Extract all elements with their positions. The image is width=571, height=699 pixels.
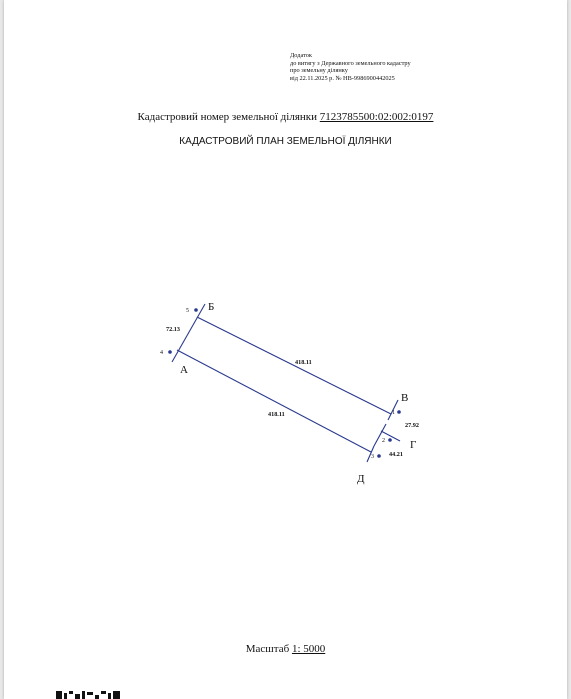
- length-left: 72.13: [166, 326, 180, 333]
- appendix-line: від 22.11.2025 р. № НВ-9986900442025: [290, 74, 395, 82]
- appendix-line: до витягу з Державного земельного кадастру: [290, 59, 411, 67]
- cadastral-number: 7123785500:02:002:0197: [319, 111, 434, 123]
- length-top: 418.11: [295, 359, 312, 366]
- cadastral-label: Кадастровий номер земельної ділянки: [137, 111, 318, 123]
- point-label-a: А: [180, 364, 188, 376]
- vertex-marker-1: [397, 410, 401, 414]
- scale-value: 1: 5000: [291, 643, 326, 655]
- vertex-number-4: 4: [160, 350, 163, 356]
- scale-label: Масштаб: [245, 643, 290, 655]
- vertex-marker-4: [168, 350, 172, 354]
- vertex-marker-5: [194, 308, 198, 312]
- point-label-v: В: [401, 392, 409, 404]
- boundary-top: [197, 317, 391, 414]
- vertex-number-1: 1: [392, 410, 395, 416]
- point-label-d: Д: [357, 473, 365, 485]
- vertex-marker-2: [388, 438, 392, 442]
- length-right-upper: 27.92: [405, 422, 419, 429]
- length-bottom: 418.11: [268, 411, 285, 418]
- vertex-number-3: 3: [371, 454, 374, 460]
- vertex-number-5: 5: [186, 308, 189, 314]
- vertex-number-2: 2: [382, 438, 385, 444]
- plan-title: КАДАСТРОВИЙ ПЛАН ЗЕМЕЛЬНОЇ ДІЛЯНКИ: [179, 136, 392, 147]
- point-label-g: Г: [410, 439, 417, 451]
- appendix-line: Додаток: [290, 52, 312, 59]
- vertex-marker-3: [377, 454, 381, 458]
- appendix-line: про земельну ділянку: [290, 67, 348, 75]
- boundary-bottom: [177, 350, 371, 452]
- point-label-b: Б: [208, 301, 215, 313]
- length-right-lower: 44.21: [389, 451, 403, 458]
